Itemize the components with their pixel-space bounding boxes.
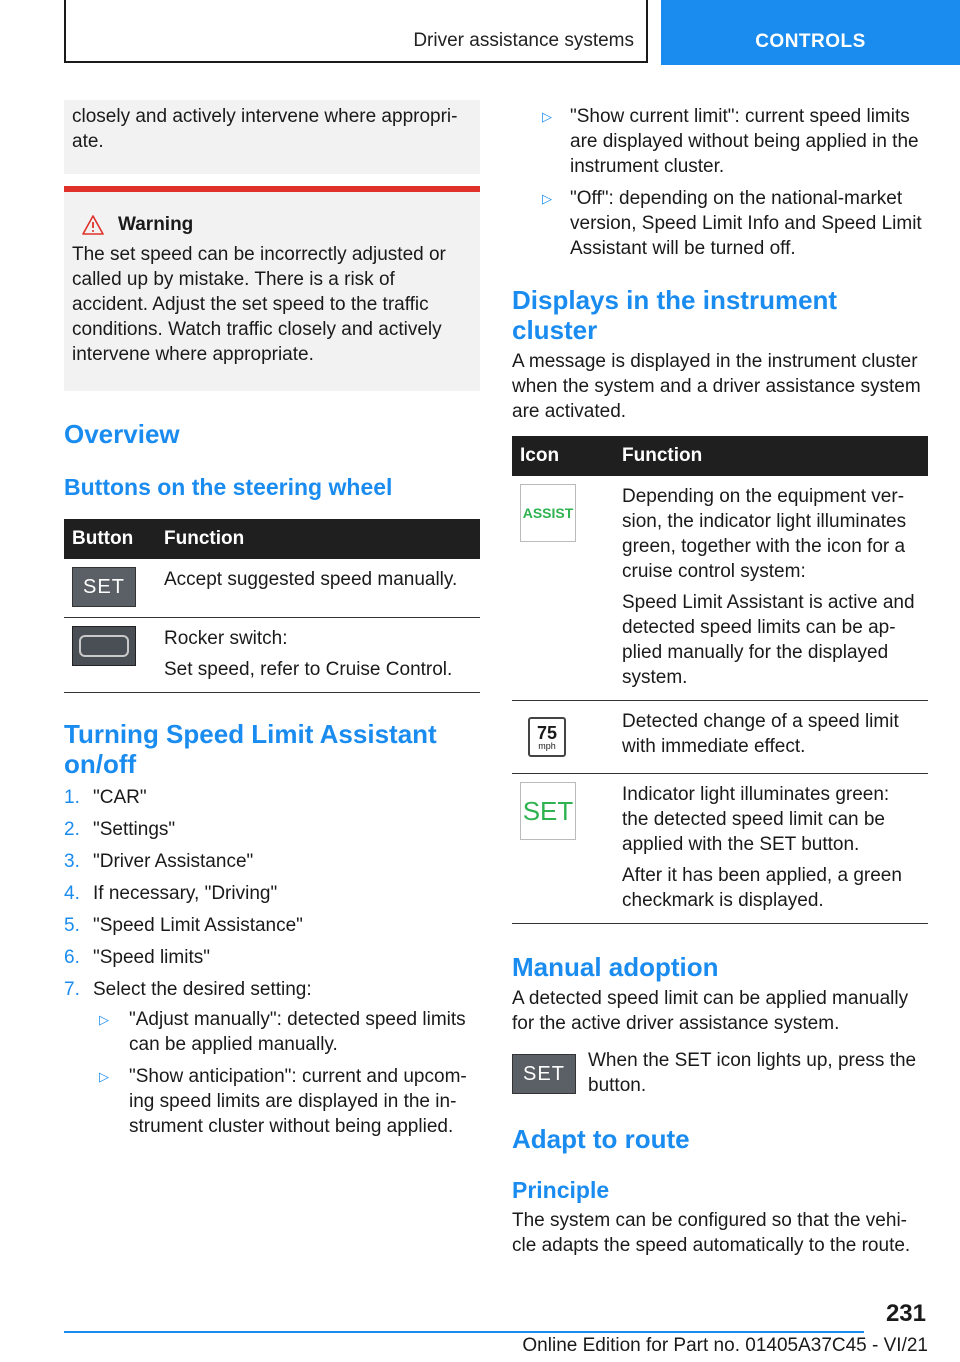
row-function-text: Set speed, refer to Cruise Control.: [164, 659, 453, 680]
triangle-bullet-icon: ▷: [542, 109, 552, 124]
table-row: [512, 476, 928, 701]
table-row: [512, 774, 928, 924]
speed-limit-sign-icon: 75 mph: [520, 715, 574, 759]
assist-indicator-icon: ASSIST: [520, 484, 576, 542]
table-row: [64, 559, 480, 618]
adapt-heading: Adapt to route: [512, 1124, 690, 1154]
col-header-icon: Icon: [512, 436, 614, 476]
list-item: ▷ "Off": depending on the national-market version, Speed Limit Info and Speed Limit Assistant will be turned off.: [512, 186, 928, 261]
principle-heading: Principle: [512, 1177, 610, 1203]
row-function-text: After it has been applied, a green checkmark is displayed.: [622, 865, 902, 911]
manual-set-row: [512, 1048, 928, 1098]
displays-text: A message is displayed in the instrument cluster when the system and a driver assistance system are activated.: [512, 351, 921, 422]
edition-text: Online Edition for Part no. 01405A37C45 - VI/21: [522, 1335, 928, 1356]
icons-table: [512, 436, 928, 924]
row-function-text: Speed Limit Assistant is active and detected speed limits can be ap-plied manually for the displayed system.: [622, 592, 915, 688]
list-item: ▷ "Show anticipation": current and upcom-ing speed limits are displayed in the in-strument cluster without being applied.: [93, 1064, 480, 1139]
list-item: ▷ "Adjust manually": detected speed limits can be applied manually.: [93, 1007, 480, 1057]
set-button-icon: SET: [512, 1054, 576, 1094]
col-header-button: Button: [64, 519, 156, 559]
chapter-tab[interactable]: CONTROLS: [661, 0, 960, 65]
right-column: [512, 100, 928, 1258]
warning-header: [72, 214, 472, 236]
row-function-text: Rocker switch:: [164, 628, 288, 649]
rocker-switch-icon: [72, 626, 136, 666]
warning-text: The set speed can be incorrectly adjusted or called up by mistake. There is a risk of accident. Adjust the set speed to the traffic conditions. Watch traffic closely and actively intervene where appropriate.: [72, 244, 446, 365]
warning-title: Warning: [118, 214, 194, 235]
triangle-bullet-icon: ▷: [542, 191, 552, 206]
manual-text: A detected speed limit can be applied manually for the active driver assistance system.: [512, 988, 909, 1034]
settings-options-list: [93, 1007, 480, 1139]
set-button-icon: SET: [72, 567, 136, 607]
manual-side-text: When the SET icon lights up, press the button.: [588, 1050, 917, 1096]
row-function-text: Accept suggested speed manually.: [164, 569, 458, 590]
triangle-bullet-icon: ▷: [99, 1069, 109, 1084]
steps-list: [64, 785, 480, 1002]
set-indicator-icon: SET: [520, 782, 576, 840]
list-item: ▷ "Show current limit": current speed limits are displayed without being applied in the instrument cluster.: [512, 104, 928, 179]
principle-text: The system can be configured so that the vehi-cle adapts the speed automatically to the route.: [512, 1210, 911, 1256]
section-title: Driver assistance systems: [413, 30, 634, 51]
warning-triangle-icon: [82, 214, 104, 236]
list-item: 7. Select the desired setting:: [64, 979, 312, 1000]
buttons-table: [64, 519, 480, 693]
triangle-bullet-icon: ▷: [99, 1012, 109, 1027]
list-item: 3. "Driver Assistance": [64, 851, 254, 872]
list-item: 6. "Speed limits": [64, 947, 210, 968]
icons-table-header: [512, 436, 928, 476]
left-column: [64, 100, 480, 1146]
row-function-text: Detected change of a speed limit with immediate effect.: [622, 711, 899, 757]
warning-box: [64, 186, 480, 391]
col-header-function: Function: [156, 519, 480, 559]
row-function-text: Depending on the equipment ver-sion, the indicator light illuminates green, together with the icon for a cruise control system:: [622, 486, 907, 582]
list-item: 1. "CAR": [64, 787, 147, 808]
intro-text: closely and actively intervene where appropri-ate.: [72, 106, 458, 152]
manual-heading: Manual adoption: [512, 952, 719, 982]
list-item: 4. If necessary, "Driving": [64, 883, 278, 904]
intro-box: [64, 100, 480, 174]
turning-heading: Turning Speed Limit Assistant on/off: [64, 719, 437, 779]
col-header-function: Function: [614, 436, 928, 476]
table-row: [64, 618, 480, 693]
list-item: 2. "Settings": [64, 819, 176, 840]
settings-options-list-cont: [512, 104, 928, 261]
table-row: [512, 701, 928, 774]
buttons-table-header: [64, 519, 480, 559]
list-item: 5. "Speed Limit Assistance": [64, 915, 303, 936]
overview-heading: Overview: [64, 419, 180, 449]
page-number: 231: [885, 1300, 926, 1327]
displays-heading: Displays in the instrument cluster: [512, 285, 838, 345]
header-box: [64, 0, 648, 63]
row-function-text: Indicator light illuminates green: the detected speed limit can be applied with the SET button.: [622, 784, 890, 855]
footer-divider: [64, 1331, 864, 1333]
buttons-heading: Buttons on the steering wheel: [64, 474, 393, 500]
